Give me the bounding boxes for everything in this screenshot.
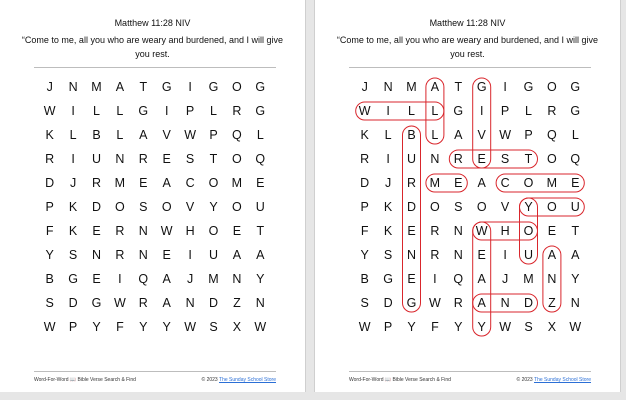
grid-letter: J [361, 80, 368, 94]
highlight-give [473, 78, 491, 168]
grid-letter: T [454, 80, 463, 94]
grid-letter: S [454, 200, 463, 214]
grid-letter: J [186, 272, 194, 286]
grid-letter: B [360, 272, 369, 286]
grid-letter: Y [209, 200, 218, 214]
grid-letter: D [208, 296, 218, 310]
grid-letter: Q [453, 272, 464, 286]
grid-letter: W [184, 320, 196, 334]
grid-letter: V [185, 200, 195, 214]
grid-letter: W [254, 320, 267, 334]
grid-letter: R [115, 248, 125, 262]
grid-letter: P [360, 200, 369, 214]
grid-letter: D [45, 176, 55, 190]
grid-letter: E [454, 176, 463, 190]
grid-letter: E [407, 272, 416, 286]
grid-letter: C [500, 176, 510, 190]
grid-letter: D [68, 296, 78, 310]
grid-letter: L [69, 128, 77, 142]
grid-letter: A [232, 248, 242, 262]
highlight-and [543, 246, 561, 312]
grid-letter: Y [139, 320, 148, 334]
grid-letter: O [115, 200, 125, 214]
footer-title: Word-For-Word 📖 Bible Verse Search & Find [349, 377, 451, 383]
grid-letter: P [524, 128, 533, 142]
grid-letter: G [476, 80, 487, 94]
grid-letter: W [160, 224, 173, 238]
grid-letter: R [45, 152, 55, 166]
highlight-burdened [403, 126, 421, 312]
grid-letter: G [570, 80, 581, 94]
grid-letter: G [406, 296, 417, 310]
grid-letter: L [384, 128, 392, 142]
grid-letter: A [477, 176, 486, 190]
grid-letter: I [188, 80, 192, 94]
grid-letter: S [383, 248, 393, 262]
grid-letter: S [185, 152, 195, 166]
grid-letter: K [360, 128, 369, 142]
grid-letter: K [383, 200, 393, 214]
grid-letter: W [113, 296, 126, 310]
grid-letter: E [162, 248, 171, 262]
grid-letter: J [501, 272, 509, 286]
grid-letter: B [45, 272, 54, 286]
grid-letter: Y [477, 320, 486, 334]
highlight-weary [473, 222, 491, 336]
grid-letter: N [430, 152, 440, 166]
store-link[interactable]: The Sunday School Store [219, 377, 276, 383]
verse-reference: Matthew 11:28 NIV [114, 18, 191, 28]
grid-letter: G [383, 272, 393, 286]
grid-letter: U [255, 200, 265, 214]
grid-letter: E [407, 224, 416, 238]
grid-letter: V [500, 200, 510, 214]
grid-letter: Y [454, 320, 463, 334]
grid-letter: E [162, 152, 171, 166]
grid-letter: M [208, 272, 219, 286]
grid-letter: A [430, 80, 440, 94]
grid-letter: O [476, 200, 487, 214]
grid-letter: I [118, 272, 122, 286]
grid-letter: E [571, 176, 580, 190]
grid-letter: A [162, 176, 171, 190]
footer-title: Word-For-Word 📖 Bible Verse Search & Find [34, 377, 136, 383]
verse-text: “Come to me, all you who are weary and burdened, and I will give you rest. [336, 35, 599, 59]
grid-letter: D [360, 176, 370, 190]
grid-letter: L [408, 104, 415, 118]
grid-letter: W [43, 320, 56, 334]
grid-letter: A [115, 80, 125, 94]
grid-letter: E [477, 152, 486, 166]
grid-letter: R [232, 104, 242, 118]
grid-letter: N [232, 272, 242, 286]
divider [349, 67, 591, 68]
grid-letter: R [406, 176, 416, 190]
grid-letter: F [45, 224, 54, 238]
grid-letter: Y [524, 200, 533, 214]
grid-letter: L [93, 104, 100, 118]
grid-letter: I [188, 248, 192, 262]
grid-letter: K [383, 224, 393, 238]
grid-letter: R [453, 152, 463, 166]
grid-letter: V [162, 128, 171, 142]
grid-letter: K [45, 128, 54, 142]
grid-letter: M [406, 80, 417, 94]
grid-letter: I [433, 272, 437, 286]
grid-letter: Z [233, 296, 241, 310]
grid-letter: V [477, 128, 486, 142]
grid-letter: J [69, 176, 77, 190]
grid-letter: P [45, 200, 54, 214]
grid-letter: G [161, 80, 172, 94]
grid-letter: I [164, 104, 169, 118]
grid-letter: O [161, 200, 172, 214]
grid-letter: U [406, 152, 416, 166]
grid-letter: H [500, 224, 510, 238]
grid-letter: W [43, 104, 56, 118]
grid-letter: M [231, 176, 243, 190]
grid-letter: N [453, 224, 463, 238]
grid-letter: O [232, 200, 242, 214]
grid-letter: L [431, 104, 439, 118]
grid-letter: N [68, 80, 78, 94]
grid-letter: N [500, 296, 510, 310]
grid-letter: Y [407, 320, 416, 334]
grid-letter: O [523, 176, 534, 190]
worksheet-page-blank [0, 0, 306, 392]
grid-letter: I [71, 104, 75, 118]
grid-letter: X [547, 320, 557, 334]
grid-letter: W [569, 320, 582, 334]
grid-letter: O [208, 176, 219, 190]
grid-letter: L [571, 128, 579, 142]
grid-letter: F [431, 320, 439, 334]
grid-letter: Q [255, 152, 266, 166]
grid-letter: L [525, 104, 532, 118]
grid-letter: N [138, 224, 148, 238]
grid-letter: Y [92, 320, 101, 334]
grid-letter: R [453, 296, 463, 310]
highlight-you [520, 198, 585, 216]
highlight-will [356, 102, 444, 120]
highlight-rest [449, 150, 537, 168]
worksheet-page-solved [314, 0, 621, 392]
grid-letter: B [92, 128, 101, 142]
grid-letter: E [139, 176, 148, 190]
footer-copyright [517, 377, 592, 383]
grid-letter: R [138, 152, 148, 166]
grid-letter: X [232, 320, 242, 334]
grid-letter: Y [256, 272, 265, 286]
grid-letter: S [139, 200, 148, 214]
highlight-who [473, 222, 538, 240]
grid-letter: Q [232, 128, 242, 142]
grid-letter: P [383, 320, 393, 334]
highlight-all [426, 78, 444, 144]
verse-reference: Matthew 11:28 NIV [429, 18, 506, 28]
grid-letter: T [524, 152, 533, 166]
grid-letter: K [68, 224, 78, 238]
grid-letter: E [92, 224, 101, 238]
grid-letter: W [499, 128, 511, 142]
grid-letter: Y [45, 248, 54, 262]
grid-letter: O [430, 200, 440, 214]
grid-letter: M [523, 272, 534, 286]
grid-letter: Y [162, 320, 171, 334]
grid-letter: R [430, 224, 440, 238]
store-link[interactable]: The Sunday School Store [534, 377, 591, 383]
verse-text: “Come to me, all you who are weary and burdened, and I will give you rest. [21, 35, 284, 59]
grid-letter: J [384, 176, 392, 190]
grid-letter: N [570, 296, 580, 310]
grid-letter: E [256, 176, 265, 190]
grid-letter: A [477, 296, 486, 310]
grid-letter: J [46, 80, 53, 94]
grid-letter: N [383, 80, 393, 94]
grid-letter: N [547, 272, 557, 286]
grid-letter: S [500, 152, 510, 166]
grid-letter: L [431, 128, 439, 142]
grid-letter: U [208, 248, 218, 262]
grid-letter: G [523, 80, 534, 94]
grid-letter: I [503, 80, 507, 94]
grid-letter: G [138, 104, 149, 118]
grid-letter: S [524, 320, 533, 334]
grid-letter: W [475, 224, 488, 238]
grid-letter: A [162, 296, 171, 310]
grid-letter: W [428, 296, 441, 310]
grid-letter: P [209, 128, 218, 142]
grid-letter: O [523, 224, 534, 238]
grid-letter: N [406, 248, 416, 262]
grid-letter: D [383, 296, 393, 310]
grid-letter: O [547, 200, 557, 214]
grid-letter: G [208, 80, 219, 94]
grid-letter: N [255, 296, 265, 310]
grid-letter: Q [138, 272, 149, 286]
grid-letter: G [570, 104, 581, 118]
grid-letter: E [232, 224, 242, 238]
grid-letter: I [386, 152, 390, 166]
grid-letter: O [232, 152, 242, 166]
grid-letter: L [116, 104, 124, 118]
grid-letter: H [185, 224, 195, 238]
grid-letter: M [546, 176, 558, 190]
grid-letter: L [116, 128, 124, 142]
grid-letter: E [477, 248, 486, 262]
grid-letter: S [45, 296, 54, 310]
grid-letter: O [208, 224, 219, 238]
divider [34, 371, 276, 372]
grid-letter: Q [570, 152, 581, 166]
grid-letter: R [138, 296, 148, 310]
grid-letter: F [360, 224, 369, 238]
grid-letter: W [358, 104, 371, 118]
grid-letter: I [479, 104, 484, 118]
grid-letter: D [523, 296, 533, 310]
highlight-and [473, 294, 538, 312]
grid-letter: P [185, 104, 195, 118]
grid-letter: E [92, 272, 101, 286]
grid-letter: I [503, 248, 507, 262]
grid-letter: T [209, 152, 218, 166]
grid-letter: U [523, 248, 533, 262]
grid-letter: G [453, 104, 464, 118]
grid-letter: M [91, 80, 102, 94]
grid-letter: B [407, 128, 416, 142]
grid-letter: R [115, 224, 125, 238]
grid-letter: O [232, 80, 242, 94]
grid-letter: A [477, 272, 486, 286]
grid-letter: W [499, 320, 511, 334]
grid-letter: W [184, 128, 196, 142]
grid-letter: Y [571, 272, 580, 286]
grid-letter: T [571, 224, 580, 238]
grid-letter: A [139, 128, 148, 142]
grid-letter: R [360, 152, 370, 166]
grid-letter: O [547, 152, 557, 166]
grid-letter: S [209, 320, 218, 334]
copyright-text: © 2023 [516, 377, 533, 383]
grid-letter: L [256, 128, 264, 142]
grid-letter: Y [360, 248, 369, 262]
grid-letter: N [453, 248, 463, 262]
letter-grid [38, 75, 272, 339]
grid-letter: E [547, 224, 557, 238]
grid-letter: I [386, 104, 390, 118]
grid-letter: I [71, 152, 75, 166]
grid-letter: C [185, 176, 195, 190]
grid-letter: N [138, 248, 148, 262]
highlight-me [426, 174, 467, 192]
highlight-you [520, 198, 538, 264]
divider [349, 371, 591, 372]
grid-letter: S [68, 248, 78, 262]
grid-letter: S [360, 296, 369, 310]
grid-letter: A [571, 248, 580, 262]
answer-highlights [353, 75, 587, 339]
grid-letter: A [454, 128, 463, 142]
grid-letter: U [91, 152, 101, 166]
grid-letter: W [358, 320, 371, 334]
grid-letter: A [162, 272, 171, 286]
grid-letter: G [68, 272, 78, 286]
grid-letter: P [68, 320, 78, 334]
grid-letter: D [91, 200, 101, 214]
highlight-come [496, 174, 584, 192]
grid-letter: G [255, 80, 266, 94]
grid-letter: Q [547, 128, 557, 142]
grid-letter: K [68, 200, 78, 214]
footer-copyright [202, 377, 277, 383]
grid-letter: A [256, 248, 265, 262]
grid-letter: N [91, 248, 101, 262]
grid-letter: T [256, 224, 265, 238]
grid-letter: A [547, 248, 557, 262]
grid-letter: G [255, 104, 266, 118]
grid-letter: O [547, 80, 557, 94]
divider [34, 67, 276, 68]
grid-letter: U [570, 200, 580, 214]
grid-letter: F [116, 320, 124, 334]
copyright-text: © 2023 [201, 377, 218, 383]
grid-letter: N [115, 152, 125, 166]
grid-letter: M [429, 176, 441, 190]
grid-letter: N [185, 296, 195, 310]
grid-letter: D [406, 200, 416, 214]
grid-letter: R [91, 176, 101, 190]
grid-letter: T [139, 80, 148, 94]
grid-letter: P [500, 104, 510, 118]
grid-letter: G [91, 296, 102, 310]
grid-letter: Z [548, 296, 556, 310]
grid-letter: M [114, 176, 126, 190]
grid-letter: L [210, 104, 217, 118]
grid-letter: R [547, 104, 557, 118]
grid-letter: R [430, 248, 440, 262]
